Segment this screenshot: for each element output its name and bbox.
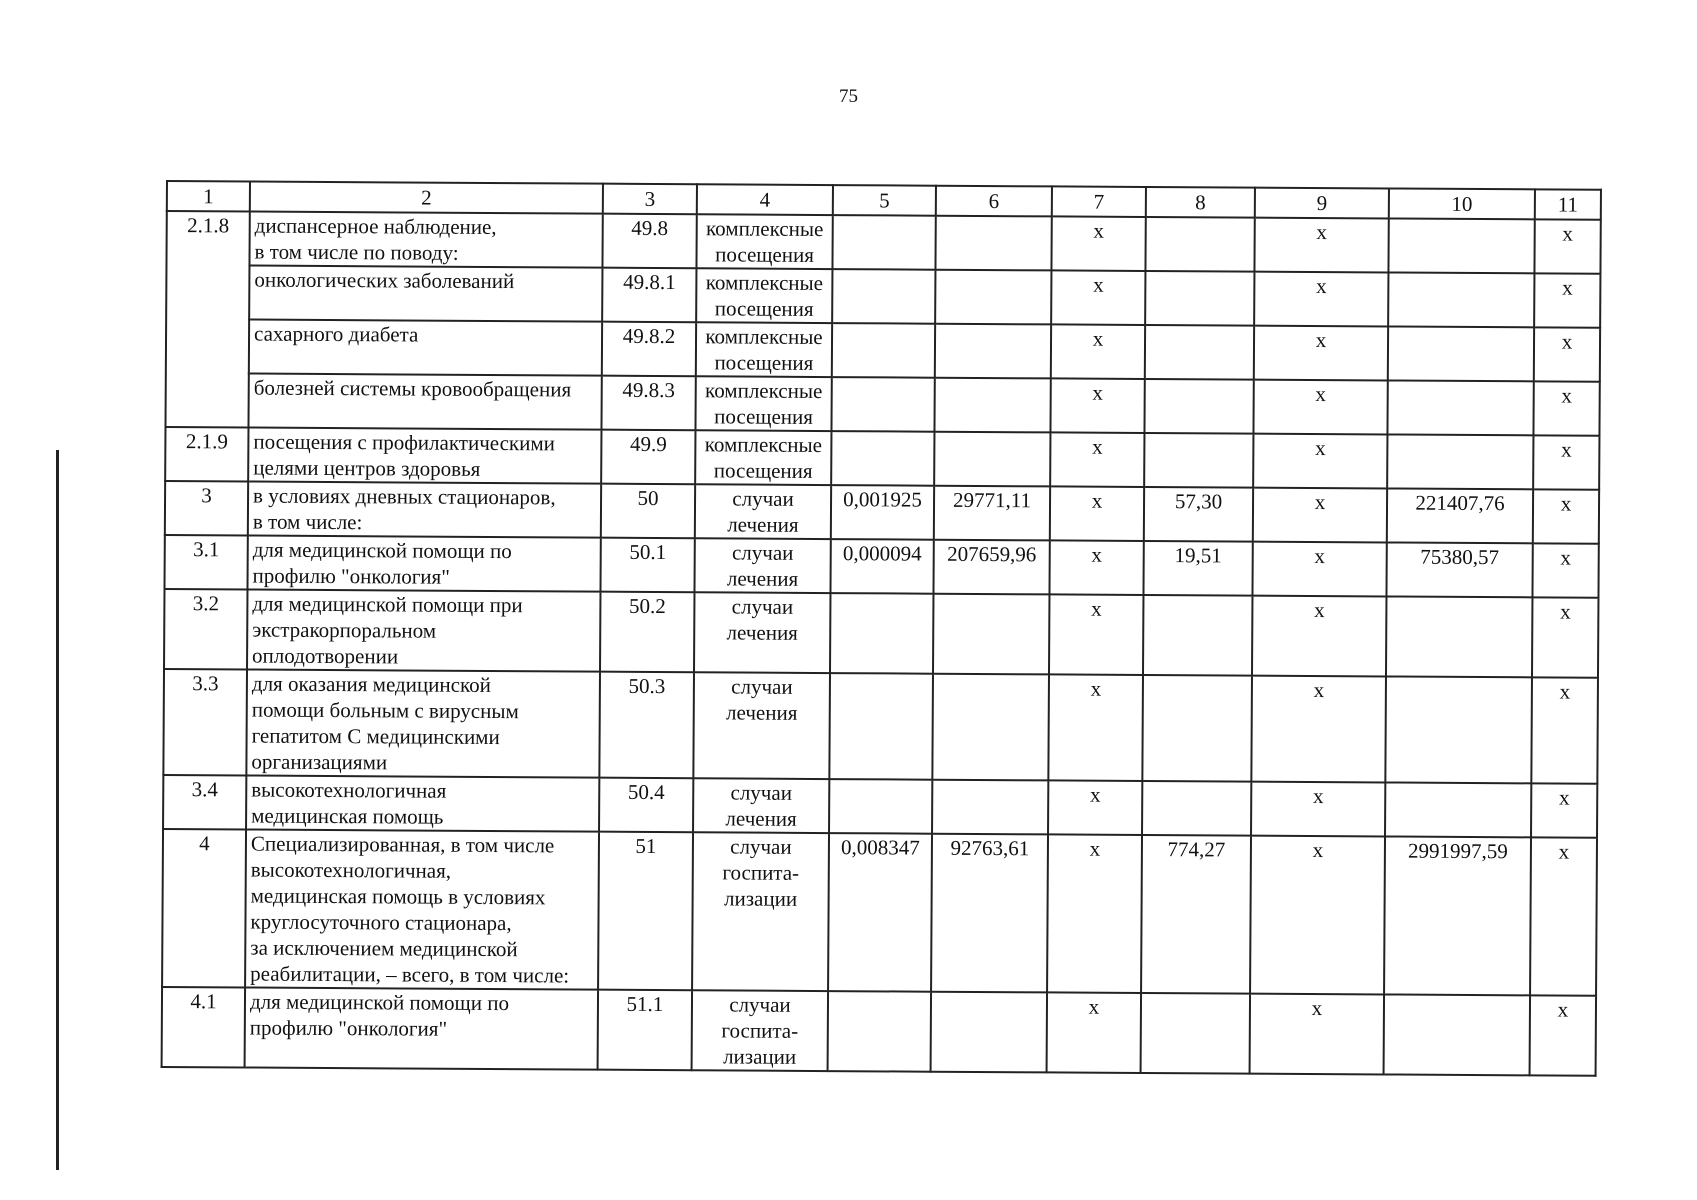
col7-value: х: [1047, 992, 1141, 1073]
col10-value: 221407,76: [1387, 488, 1533, 543]
col8-value: [1145, 325, 1254, 380]
col11-value: х: [1532, 597, 1598, 677]
table-row: [166, 319, 1600, 382]
col8-value: 19,51: [1143, 541, 1252, 596]
table-row: [166, 265, 1600, 328]
unit-of-measure: комплексные посещения: [696, 268, 832, 323]
col7-value: х: [1047, 834, 1142, 993]
col9-value: х: [1253, 380, 1387, 435]
row-code: 51.1: [598, 990, 692, 1071]
table-row: [163, 669, 1598, 784]
row-name: онкологических заболеваний: [249, 266, 602, 322]
col6-value: [932, 780, 1048, 835]
col9-value: х: [1252, 542, 1386, 597]
col7-value: х: [1051, 324, 1145, 379]
col11-value: х: [1533, 435, 1599, 489]
column-header-9: 9: [1255, 188, 1389, 219]
col8-value: [1145, 271, 1254, 326]
col9-value: х: [1254, 326, 1388, 381]
unit-of-measure: случаи лечения: [693, 672, 830, 779]
col6-value: 29771,11: [934, 486, 1050, 541]
data-table: [161, 180, 1602, 1077]
col8-value: [1143, 595, 1252, 676]
row-name: посещения с профилактическими целями центров здоровья: [248, 428, 601, 484]
row-number: 2.1.8: [165, 211, 249, 428]
column-header-8: 8: [1146, 187, 1255, 218]
col6-value: 92763,61: [931, 834, 1048, 993]
col10-value: [1387, 434, 1533, 489]
row-name: для оказания медицинской помощи больным с вирусным гепатитом С медицинскими организациями: [246, 670, 600, 778]
row-name: для медицинской помощи по профилю "онкология": [245, 987, 598, 1069]
col10-value: [1388, 218, 1534, 273]
row-code: 50.1: [600, 538, 694, 593]
col6-value: [935, 270, 1051, 325]
row-code: 51: [598, 832, 693, 991]
column-header-1: 1: [167, 181, 250, 212]
col7-value: х: [1050, 486, 1144, 541]
column-header-2: 2: [250, 182, 603, 214]
row-number: 3.4: [163, 775, 246, 830]
col10-value: [1384, 994, 1530, 1075]
table-row: [165, 535, 1599, 598]
row-code: 49.8.2: [602, 322, 696, 377]
unit-of-measure: комплексные посещения: [696, 214, 832, 269]
col6-value: [931, 992, 1047, 1073]
unit-of-measure: случаи госпита- лизации: [692, 832, 829, 991]
col10-value: [1386, 596, 1532, 677]
table-row: [163, 775, 1597, 838]
table-row: [165, 427, 1599, 490]
col9-value: х: [1250, 994, 1384, 1075]
unit-of-measure: комплексные посещения: [695, 430, 831, 485]
unit-of-measure: случаи лечения: [695, 484, 831, 539]
col10-value: [1388, 272, 1534, 327]
col6-value: [933, 594, 1049, 675]
col10-value: [1388, 326, 1534, 381]
col9-value: х: [1254, 218, 1388, 273]
col5-value: 0,001925: [831, 485, 934, 540]
col10-value: 2991997,59: [1384, 836, 1531, 995]
col11-value: х: [1532, 543, 1598, 597]
col9-value: х: [1251, 676, 1386, 783]
col10-value: [1385, 782, 1531, 837]
col8-value: 57,30: [1144, 487, 1253, 542]
col10-value: 75380,57: [1386, 542, 1532, 597]
col5-value: [831, 431, 934, 486]
scan-edge-mark: [56, 450, 59, 1170]
col6-value: [932, 674, 1049, 781]
col6-value: [934, 432, 1050, 487]
row-number: 4: [162, 829, 246, 988]
col6-value: 207659,96: [933, 540, 1049, 595]
row-name: для медицинской помощи при экстракорпоральном оплодотворении: [247, 590, 600, 672]
col8-value: 774,27: [1141, 835, 1251, 994]
row-number: 3: [165, 481, 248, 536]
row-code: 50.4: [599, 778, 693, 833]
col9-value: х: [1253, 434, 1387, 489]
row-number: 3.3: [163, 669, 247, 776]
col5-value: 0,008347: [828, 833, 932, 992]
col6-value: [935, 324, 1051, 379]
col7-value: х: [1050, 432, 1144, 487]
col6-value: [935, 216, 1051, 271]
col5-value: [829, 673, 933, 780]
unit-of-measure: случаи лечения: [693, 778, 829, 833]
row-code: 49.8: [602, 214, 696, 269]
page-number: 75: [839, 86, 858, 107]
table-row: [166, 211, 1600, 274]
unit-of-measure: случаи госпита- лизации: [692, 990, 828, 1071]
col5-value: [828, 991, 931, 1072]
column-header-10: 10: [1389, 188, 1535, 219]
col5-value: 0,000094: [830, 539, 933, 594]
row-code: 50.3: [599, 672, 694, 779]
col7-value: х: [1051, 216, 1145, 271]
col5-value: [831, 377, 934, 432]
col7-value: х: [1051, 270, 1145, 325]
unit-of-measure: комплексные посещения: [696, 322, 832, 377]
column-header-5: 5: [833, 185, 936, 216]
col10-value: [1385, 676, 1532, 783]
column-header-3: 3: [603, 184, 697, 215]
col9-value: х: [1251, 782, 1385, 837]
row-name: сахарного диабета: [249, 320, 602, 376]
col11-value: х: [1530, 995, 1596, 1075]
col5-value: [829, 779, 932, 834]
col8-value: [1141, 993, 1250, 1074]
col7-value: х: [1049, 540, 1143, 595]
column-header-7: 7: [1052, 186, 1146, 217]
col11-value: х: [1531, 783, 1597, 837]
col11-value: х: [1534, 219, 1600, 273]
col8-value: [1144, 379, 1253, 434]
table-row: [162, 987, 1596, 1076]
col11-value: х: [1533, 489, 1599, 543]
table-row: [162, 829, 1597, 996]
col11-value: х: [1533, 381, 1599, 435]
col8-value: [1145, 217, 1254, 272]
column-header-11: 11: [1535, 189, 1601, 219]
row-name: диспансерное наблюдение, в том числе по поводу:: [249, 212, 602, 268]
col8-value: [1144, 433, 1253, 488]
col7-value: х: [1048, 780, 1142, 835]
row-number: 3.1: [165, 535, 248, 590]
unit-of-measure: случаи лечения: [694, 592, 830, 673]
col9-value: х: [1253, 488, 1387, 543]
row-code: 50.2: [600, 592, 694, 673]
row-number: 3.2: [164, 589, 247, 670]
col5-value: [832, 215, 935, 270]
row-name: высокотехнологичная медицинская помощь: [246, 776, 599, 832]
col9-value: х: [1254, 272, 1388, 327]
table-row: [164, 589, 1598, 678]
row-number: 2.1.9: [165, 427, 248, 482]
col6-value: [934, 378, 1050, 433]
row-number: 4.1: [162, 987, 245, 1068]
col8-value: [1142, 675, 1252, 782]
col7-value: х: [1050, 378, 1144, 433]
table-row: [165, 373, 1599, 436]
col11-value: х: [1534, 273, 1600, 327]
row-name: для медицинской помощи по профилю "онкология": [248, 536, 601, 592]
row-name: болезней системы кровообращения: [248, 374, 601, 430]
column-header-6: 6: [936, 186, 1052, 217]
col8-value: [1142, 781, 1251, 836]
unit-of-measure: случаи лечения: [694, 538, 830, 593]
col10-value: [1387, 380, 1533, 435]
row-name: Специализированная, в том числе высокотехнологичная, медицинская помощь в условиях круглосуточного стационара, за исключением медицинской реабилитации, – всего, в том числе:: [245, 830, 599, 990]
col7-value: х: [1048, 674, 1143, 781]
unit-of-measure: комплексные посещения: [695, 376, 831, 431]
col5-value: [830, 593, 933, 674]
col5-value: [832, 323, 935, 378]
col11-value: х: [1530, 837, 1597, 995]
col11-value: х: [1534, 327, 1600, 381]
col7-value: х: [1049, 594, 1143, 675]
row-code: 49.8.3: [601, 376, 695, 431]
col9-value: х: [1250, 836, 1385, 995]
col9-value: х: [1252, 596, 1386, 677]
col5-value: [832, 269, 935, 324]
row-code: 49.8.1: [602, 268, 696, 323]
table-row: [165, 481, 1599, 544]
column-header-4: 4: [697, 184, 833, 215]
row-code: 49.9: [601, 430, 695, 485]
row-code: 50: [601, 484, 695, 539]
table-body: [162, 211, 1601, 1076]
row-name: в условиях дневных стационаров, в том числе:: [248, 482, 601, 538]
col11-value: х: [1531, 677, 1598, 783]
